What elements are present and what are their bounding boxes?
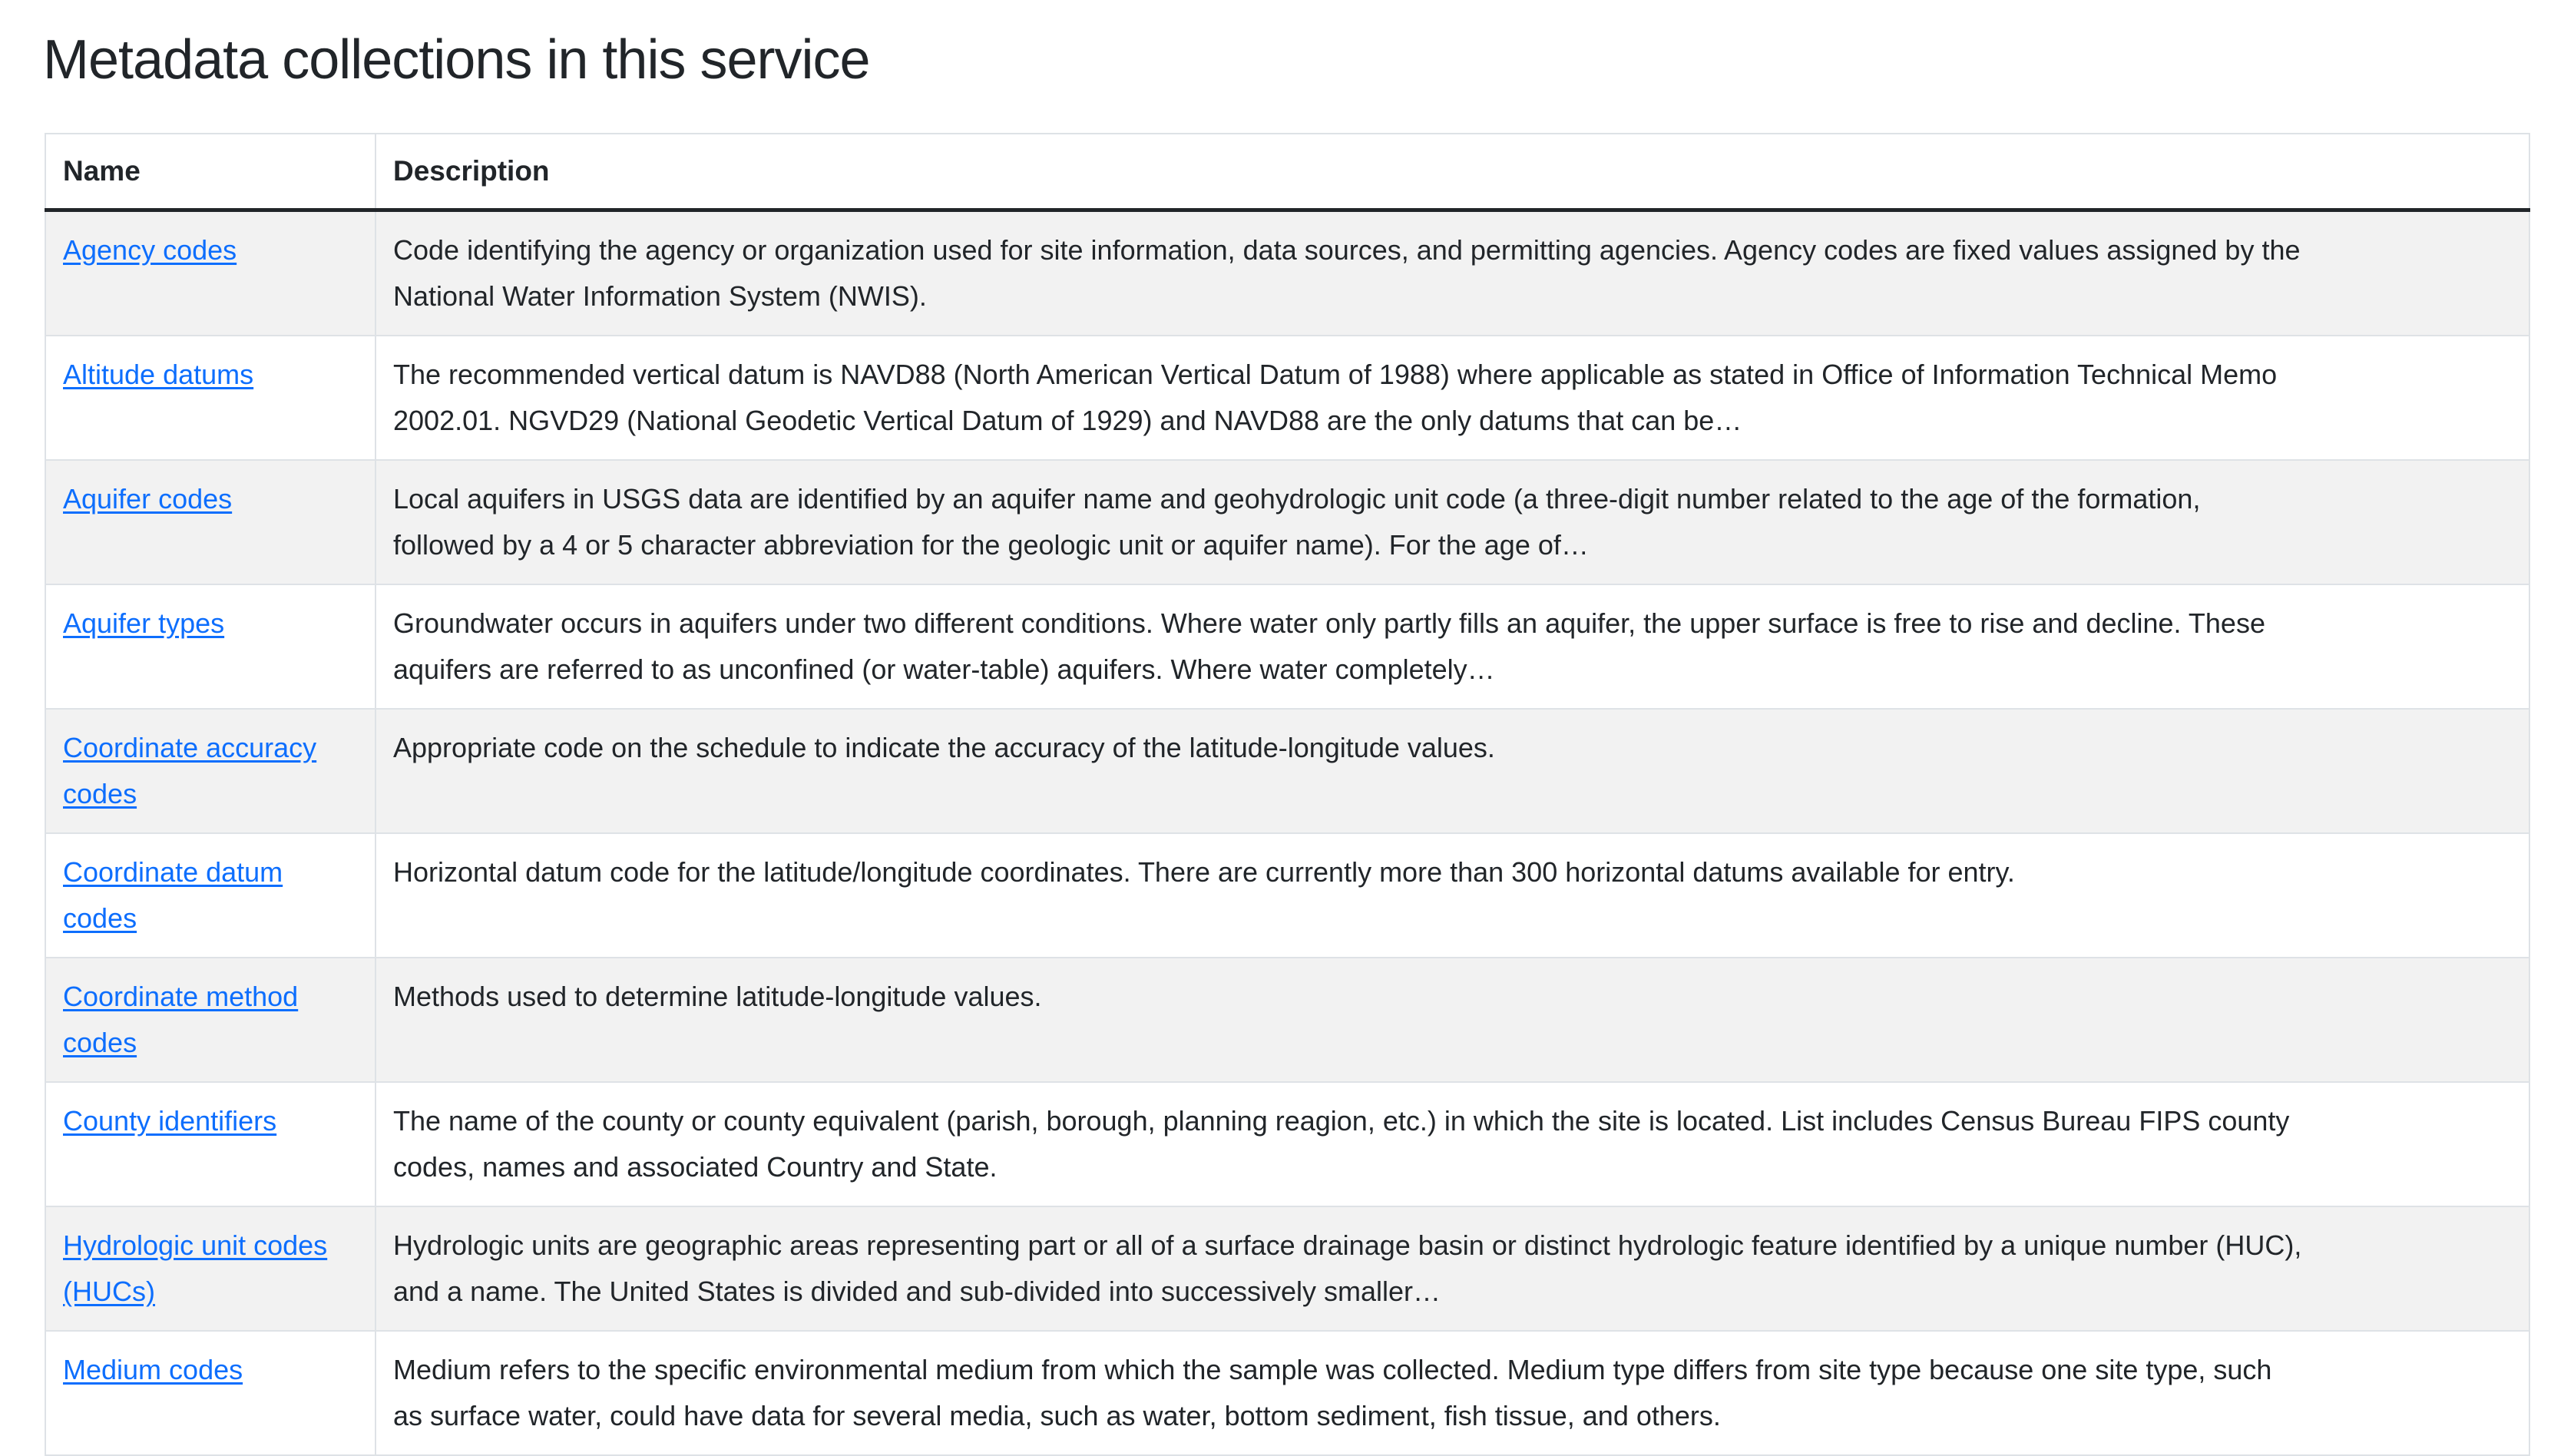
name-cell: [45, 1082, 376, 1206]
name-cell: [45, 1331, 376, 1455]
description-text: Groundwater occurs in aquifers under two different conditions. Where water only partly fills an aquifer, the upper surface is free to rise and decline. These: [393, 607, 2265, 639]
description-cell: [376, 709, 2529, 833]
collection-link-text: Coordinate method: [63, 981, 299, 1012]
description-cell: [376, 958, 2529, 1082]
collection-link-text: Agency codes: [63, 234, 237, 266]
table-row: [45, 336, 2529, 460]
name-cell: [45, 833, 376, 958]
column-header-description: Description: [376, 134, 2529, 210]
collection-link-text: Coordinate datum: [63, 856, 283, 888]
collection-link-text: Medium codes: [63, 1354, 243, 1385]
name-cell: [45, 460, 376, 584]
description-cell: [376, 1082, 2529, 1206]
table-row: [45, 210, 2529, 336]
table-row: [45, 1206, 2529, 1331]
collection-link-text: Aquifer types: [63, 607, 225, 639]
collection-link[interactable]: [63, 476, 358, 522]
description-text: The recommended vertical datum is NAVD88 (North American Vertical Datum of 1988) where applicable as stated in Office of Information Technical Memo: [393, 359, 2278, 390]
collection-link[interactable]: [63, 352, 358, 398]
description-text: Local aquifers in USGS data are identified by an aquifer name and geohydrologic unit code (a three-digit number related to the age of the formation,: [393, 483, 2201, 515]
table-header-row: [45, 134, 2529, 210]
metadata-collections-table: [45, 133, 2530, 1456]
collection-link-text: Hydrologic unit codes: [63, 1229, 328, 1261]
description-cell: [376, 833, 2529, 958]
collection-link-text: Altitude datums: [63, 359, 254, 390]
collection-link[interactable]: [63, 849, 358, 941]
collection-link[interactable]: [63, 974, 358, 1066]
description-text: National Water Information System (NWIS).: [393, 280, 927, 312]
collection-link-text: codes: [63, 778, 137, 809]
description-text: The name of the county or county equivalent (parish, borough, planning reagion, etc.) in which the site is located. List includes Census Bureau FIPS county: [393, 1105, 2290, 1137]
collection-link-text: Aquifer codes: [63, 483, 233, 515]
description-cell: [376, 460, 2529, 584]
description-cell: [376, 210, 2529, 336]
description-text: Hydrologic units are geographic areas representing part or all of a surface drainage basin or distinct hydrologic feature identified by a unique number (HUC),: [393, 1229, 2302, 1261]
collection-link-text: (HUCs): [63, 1276, 155, 1307]
collection-link[interactable]: [63, 725, 358, 817]
collection-link-text: County identifiers: [63, 1105, 277, 1137]
page-title: Metadata collections in this service: [43, 29, 870, 91]
description-text: aquifers are referred to as unconfined (or water-table) aquifers. Where water completely…: [393, 654, 1495, 685]
name-cell: [45, 584, 376, 709]
table-row: [45, 958, 2529, 1082]
description-text: Horizontal datum code for the latitude/longitude coordinates. There are currently more than 300 horizontal datums available for entry.: [393, 856, 2015, 888]
name-cell: [45, 1206, 376, 1331]
name-cell: [45, 709, 376, 833]
collection-link[interactable]: [63, 227, 358, 273]
description-cell: [376, 584, 2529, 709]
collection-link[interactable]: [63, 1098, 358, 1144]
collection-link-text: codes: [63, 1027, 137, 1058]
table-row: [45, 833, 2529, 958]
description-text: 2002.01. NGVD29 (National Geodetic Vertical Datum of 1929) and NAVD88 are the only datums that can be…: [393, 405, 1742, 436]
table-row: [45, 584, 2529, 709]
collection-link-text: codes: [63, 902, 137, 934]
description-text: Medium refers to the specific environmental medium from which the sample was collected. Medium type differs from site type because one site type, such: [393, 1354, 2272, 1385]
description-text: and a name. The United States is divided and sub-divided into successively smaller…: [393, 1276, 1441, 1307]
description-text: Code identifying the agency or organization used for site information, data sources, and permitting agencies. Agency codes are fixed values assigned by the: [393, 234, 2301, 266]
description-text: codes, names and associated Country and State.: [393, 1151, 998, 1183]
collection-link[interactable]: [63, 601, 358, 647]
description-cell: [376, 336, 2529, 460]
description-cell: [376, 1206, 2529, 1331]
collection-link-text: Coordinate accuracy: [63, 732, 317, 763]
table-row: [45, 1331, 2529, 1455]
table-row: [45, 1082, 2529, 1206]
description-text: as surface water, could have data for several media, such as water, bottom sediment, fish tissue, and others.: [393, 1400, 1721, 1431]
collection-link[interactable]: [63, 1223, 358, 1315]
name-cell: [45, 336, 376, 460]
description-text: Methods used to determine latitude-longitude values.: [393, 981, 1042, 1012]
description-text: Appropriate code on the schedule to indicate the accuracy of the latitude-longitude values.: [393, 732, 1495, 763]
collection-link[interactable]: [63, 1347, 358, 1393]
name-cell: [45, 958, 376, 1082]
table-row: [45, 460, 2529, 584]
table-row: [45, 709, 2529, 833]
description-text: followed by a 4 or 5 character abbreviation for the geologic unit or aquifer name). For the age of…: [393, 529, 1589, 561]
description-cell: [376, 1331, 2529, 1455]
name-cell: [45, 210, 376, 336]
column-header-name: Name: [45, 134, 376, 210]
